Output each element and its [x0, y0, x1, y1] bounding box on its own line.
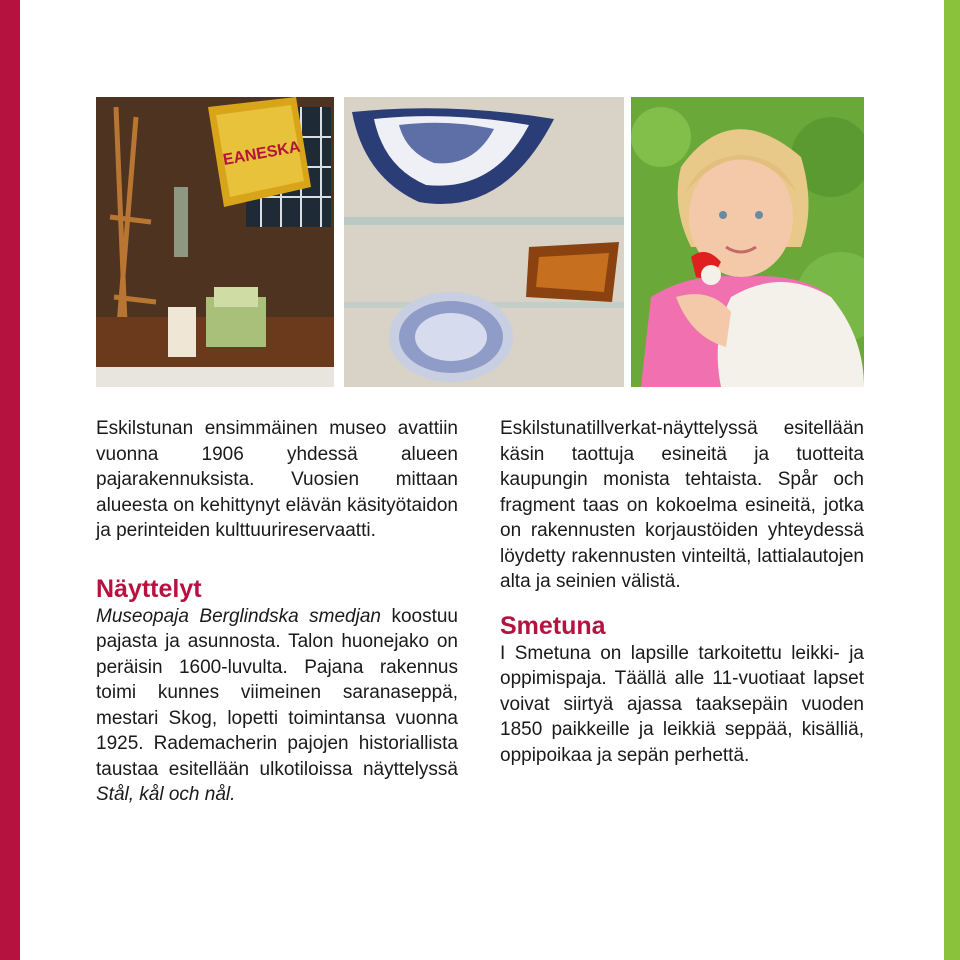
manufactures-paragraph: Eskilstunatillverkat-näyttelyssä esitellään käsin taottuja esineitä ja tuotteita kaupungin monista tehtaista. Spår och fragment taas on kokoelma esineitä, jotka on rakennusten korjaustöiden yhteydessä löydetty rakennusten vinteiltä, lattialautojen alta ja seinien välistä. — [500, 418, 864, 592]
exhibitions-paragraph — [96, 604, 458, 808]
forge-name-italic: Museopaja Berglindska smedjan — [96, 605, 381, 627]
sign-text: EANESKA — [221, 138, 302, 169]
right-text-column — [500, 416, 864, 768]
smetuna-heading: Smetuna — [500, 611, 606, 640]
right-accent-bar — [944, 0, 960, 960]
porcelain-plates-photo — [344, 97, 624, 387]
museum-display-case-photo — [96, 97, 334, 387]
exhibitions-heading: Näyttelyt — [96, 574, 202, 603]
left-text-column — [96, 416, 458, 808]
exhibition-title-italic: Stål, kål och nål. — [96, 784, 236, 805]
girl-with-hen-photo — [631, 97, 864, 387]
smetuna-paragraph: I Smetuna on lapsille tarkoitettu leikki- ja oppimispaja. Täällä alle 11-vuotiaat lapset voivat siirtyä ajassa taaksepäin vuoden 1850 paikkeille ja leikkiä seppää, kisälliä, oppipoikaa ja sepän perhettä. — [500, 642, 864, 766]
exhibitions-body: koostuu pajasta ja asunnosta. Talon huonejako on peräisin 1600-luvulta. Pajana rakennus toimi kunnes viimeinen saranaseppä, mestari Skog, lopetti toimintansa vuonna 1925. Rademacherin pajojen historiallista taustaa esitellään ulkotiloissa näyttelyssä — [96, 605, 458, 780]
left-accent-bar — [0, 0, 20, 960]
intro-paragraph: Eskilstunan ensimmäinen museo avattiin vuonna 1906 yhdessä alueen pajarakennuksista. Vuosien mittaan alueesta on kehittynyt elävän käsityötaidon ja perinteiden kulttuurireservaatti. — [96, 418, 458, 541]
